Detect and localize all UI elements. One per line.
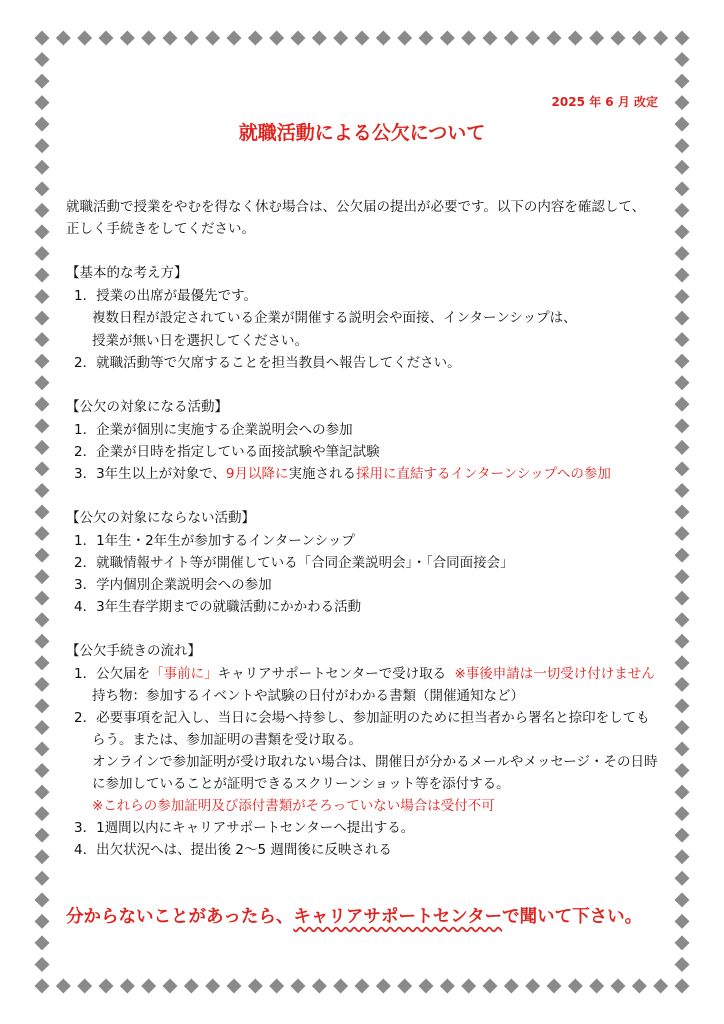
footer-text-pre: 分からないことがあったら、: [66, 907, 294, 927]
covered-item-3-red-1: 9月以降に: [225, 466, 289, 482]
border-diamond: [291, 31, 306, 46]
border-diamond: [35, 440, 50, 455]
border-diamond: [184, 31, 199, 46]
procedure-step-1: [74, 664, 655, 684]
border-diamond: [333, 31, 348, 46]
procedure-step-4: 4．出欠状況へは、提出後 2～5 週間後に反映される: [74, 842, 392, 858]
border-diamond: [99, 979, 114, 994]
border-diamond: [675, 526, 690, 541]
border-diamond: [675, 52, 690, 67]
border-diamond: [35, 354, 50, 369]
border-diamond: [675, 612, 690, 627]
border-diamond: [35, 526, 50, 541]
border-diamond: [35, 289, 50, 304]
revision-date: 2025 年 6 月 改定: [551, 95, 658, 109]
covered-item-3-mid: 実施される: [288, 466, 357, 482]
border-diamond: [440, 31, 455, 46]
border-diamond: [675, 569, 690, 584]
procedure-step-1-sub: 持ち物：参加するイベントや試験の日付がわかる書類（開催通知など）: [92, 688, 524, 704]
border-diamond: [35, 203, 50, 218]
border-diamond: [675, 742, 690, 757]
border-diamond: [675, 246, 690, 261]
procedure-step-2-line-3: オンラインで参加証明が受け取れない場合は、開催日が分かるメールやメッセージ・その日時: [92, 754, 658, 770]
not-covered-item-3: 3．学内個別企業説明会への参加: [74, 577, 272, 593]
border-diamond: [675, 95, 690, 110]
border-diamond: [163, 31, 178, 46]
border-diamond: [355, 31, 370, 46]
border-diamond: [205, 31, 220, 46]
border-diamond: [35, 375, 50, 390]
border-diamond: [248, 979, 263, 994]
border-diamond: [35, 31, 50, 46]
border-diamond: [141, 31, 156, 46]
border-diamond: [99, 31, 114, 46]
border-diamond: [675, 74, 690, 89]
border-diamond: [35, 591, 50, 606]
border-diamond: [205, 979, 220, 994]
border-diamond: [35, 957, 50, 972]
border-diamond: [440, 979, 455, 994]
border-diamond: [611, 979, 626, 994]
border-diamond: [35, 74, 50, 89]
border-diamond: [675, 957, 690, 972]
border-diamond: [653, 979, 668, 994]
border-diamond: [675, 375, 690, 390]
border-diamond: [248, 31, 263, 46]
border-diamond: [35, 569, 50, 584]
border-diamond: [35, 785, 50, 800]
border-diamond: [632, 31, 647, 46]
covered-item-2: 2．企業が日時を指定している面接試験や筆記試験: [74, 444, 380, 460]
border-diamond: [35, 181, 50, 196]
border-diamond: [35, 95, 50, 110]
border-diamond: [35, 311, 50, 326]
procedure-step-1-note: ※事後申請は一切受け付けません: [454, 666, 655, 682]
border-diamond: [120, 979, 135, 994]
border-diamond: [675, 418, 690, 433]
border-diamond: [675, 354, 690, 369]
border-diamond: [35, 914, 50, 929]
border-diamond: [291, 979, 306, 994]
covered-heading: 【公欠の対象になる活動】: [66, 399, 228, 415]
border-diamond: [547, 31, 562, 46]
border-diamond: [35, 634, 50, 649]
border-diamond: [35, 871, 50, 886]
covered-item-3-pre: 3．3年生以上が対象で、: [74, 466, 226, 482]
border-diamond: [675, 591, 690, 606]
border-diamond: [269, 31, 284, 46]
border-diamond: [675, 871, 690, 886]
border-diamond: [35, 160, 50, 175]
border-diamond: [141, 979, 156, 994]
border-diamond: [547, 979, 562, 994]
border-diamond: [675, 483, 690, 498]
border-diamond: [56, 979, 71, 994]
border-diamond: [675, 203, 690, 218]
basic-item-1-sub-1: 複数日程が設定されている企業が開催する説明会や面接、インターンシップは、: [92, 310, 577, 326]
border-diamond: [504, 979, 519, 994]
border-diamond: [675, 763, 690, 778]
procedure-step-3: 3．1週間以内にキャリアサポートセンターへ提出する。: [74, 820, 415, 836]
border-diamond: [35, 677, 50, 692]
border-diamond: [675, 224, 690, 239]
procedure-step-1-red: 「事前に」: [150, 666, 218, 682]
border-diamond: [675, 289, 690, 304]
border-diamond: [397, 31, 412, 46]
border-diamond: [184, 979, 199, 994]
border-diamond: [632, 979, 647, 994]
not-covered-heading: 【公欠の対象にならない活動】: [66, 510, 255, 526]
border-diamond: [35, 397, 50, 412]
procedure-step-2-note: ※これらの参加証明及び添付書類がそろっていない場合は受付不可: [92, 798, 495, 814]
intro-line-2: 正しく手続きをしてください。: [66, 221, 255, 237]
border-diamond: [675, 440, 690, 455]
border-diamond: [35, 655, 50, 670]
border-diamond: [35, 268, 50, 283]
not-covered-item-4: 4．3年生春学期までの就職活動にかかわる活動: [74, 599, 362, 615]
border-diamond: [675, 268, 690, 283]
basic-heading: 【基本的な考え方】: [66, 265, 188, 281]
border-diamond: [568, 979, 583, 994]
basic-item-1-sub-2: 授業が無い日を選択してください。: [92, 333, 308, 349]
covered-item-3-red-2: 採用に直結するインターンシップへの参加: [356, 466, 611, 482]
border-diamond: [77, 31, 92, 46]
border-diamond: [504, 31, 519, 46]
border-diamond: [35, 698, 50, 713]
procedure-step-2-line-2: らう。または、参加証明の書類を受け取る。: [92, 732, 362, 748]
border-diamond: [675, 397, 690, 412]
not-covered-item-2: 2．就職情報サイト等が開催している「合同企業説明会」・「合同面接会」: [74, 555, 514, 571]
border-diamond: [35, 892, 50, 907]
border-diamond: [77, 979, 92, 994]
border-diamond: [483, 979, 498, 994]
basic-item-2: 2．就職活動等で欠席することを担当教員へ報告してください。: [74, 355, 461, 371]
basic-item-1: 1．授業の出席が最優先です。: [74, 288, 258, 304]
border-diamond: [35, 505, 50, 520]
border-diamond: [675, 698, 690, 713]
border-diamond: [675, 31, 690, 46]
border-diamond: [675, 935, 690, 950]
border-diamond: [675, 979, 690, 994]
border-diamond: [483, 31, 498, 46]
border-diamond: [312, 979, 327, 994]
border-diamond: [611, 31, 626, 46]
procedure-step-2-line-4: に参加していることが証明できるスクリーンショット等を添付する。: [92, 776, 510, 792]
border-diamond: [675, 806, 690, 821]
border-diamond: [35, 806, 50, 821]
border-diamond: [675, 311, 690, 326]
border-diamond: [675, 720, 690, 735]
border-diamond: [227, 979, 242, 994]
border-diamond: [35, 332, 50, 347]
border-diamond: [376, 31, 391, 46]
border-diamond: [35, 979, 50, 994]
procedure-step-2-line-1: 2．必要事項を記入し、当日に会場へ持参し、参加証明のために担当者から署名と捺印をしても: [74, 710, 650, 726]
border-diamond: [419, 979, 434, 994]
border-diamond: [35, 461, 50, 476]
covered-item-1: 1．企業が個別に実施する企業説明会への参加: [74, 422, 353, 438]
border-diamond: [35, 548, 50, 563]
covered-item-3: [74, 464, 611, 484]
border-diamond: [675, 677, 690, 692]
border-diamond: [675, 785, 690, 800]
border-diamond: [653, 31, 668, 46]
not-covered-item-1: 1．1年生・2年生が参加するインターンシップ: [74, 533, 355, 549]
border-diamond: [397, 979, 412, 994]
border-diamond: [35, 483, 50, 498]
border-diamond: [675, 892, 690, 907]
border-diamond: [589, 31, 604, 46]
border-diamond: [35, 742, 50, 757]
border-diamond: [675, 505, 690, 520]
border-diamond: [227, 31, 242, 46]
procedure-step-1-post: キャリアサポートセンターで受け取る: [217, 666, 447, 682]
border-diamond: [35, 849, 50, 864]
border-diamond: [419, 31, 434, 46]
border-diamond: [589, 979, 604, 994]
border-diamond: [675, 332, 690, 347]
border-diamond: [461, 979, 476, 994]
footer-text-underlined: キャリアサポートセンター: [293, 907, 503, 927]
border-diamond: [675, 634, 690, 649]
border-diamond: [355, 979, 370, 994]
border-diamond: [675, 160, 690, 175]
procedure-heading: 【公欠手続きの流れ】: [66, 643, 201, 659]
border-diamond: [675, 461, 690, 476]
footer-message: [66, 903, 642, 928]
border-diamond: [675, 849, 690, 864]
border-diamond: [120, 31, 135, 46]
border-diamond: [35, 612, 50, 627]
border-diamond: [376, 979, 391, 994]
border-diamond: [163, 979, 178, 994]
border-diamond: [269, 979, 284, 994]
border-diamond: [568, 31, 583, 46]
border-diamond: [35, 828, 50, 843]
page-title: 就職活動による公欠について: [238, 122, 486, 144]
border-diamond: [525, 31, 540, 46]
border-diamond: [312, 31, 327, 46]
intro-line-1: 就職活動で授業をやむを得なく休む場合は、公欠届の提出が必要です。以下の内容を確認して、: [66, 199, 646, 215]
border-diamond: [35, 246, 50, 261]
border-diamond: [675, 181, 690, 196]
border-diamond: [675, 655, 690, 670]
border-diamond: [675, 914, 690, 929]
border-diamond: [525, 979, 540, 994]
border-diamond: [35, 52, 50, 67]
border-diamond: [675, 828, 690, 843]
border-diamond: [35, 720, 50, 735]
border-diamond: [675, 548, 690, 563]
border-diamond: [35, 224, 50, 239]
border-diamond: [56, 31, 71, 46]
border-diamond: [35, 763, 50, 778]
border-diamond: [461, 31, 476, 46]
border-diamond: [35, 418, 50, 433]
procedure-step-1-pre: 1．公欠届を: [74, 666, 151, 682]
footer-text-post: で聞いて下さい。: [502, 907, 643, 927]
border-diamond: [333, 979, 348, 994]
border-diamond: [35, 935, 50, 950]
